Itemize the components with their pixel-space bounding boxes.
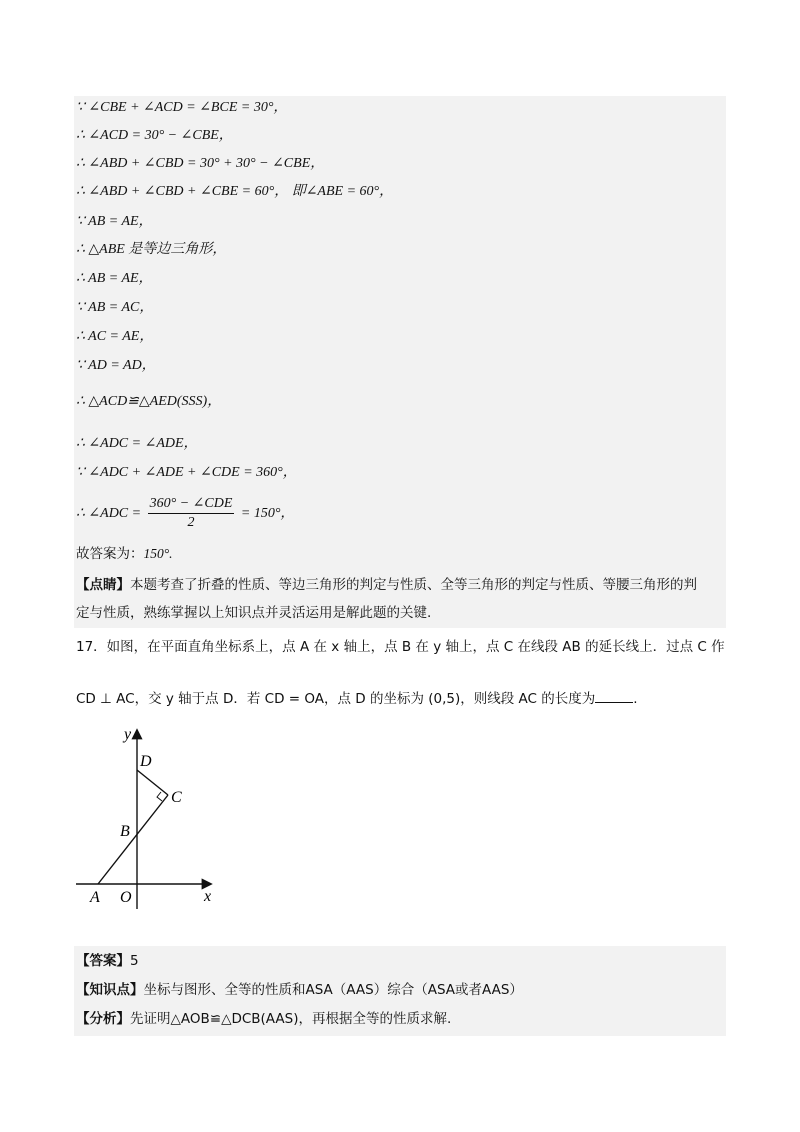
knowledge-point-line [76,980,523,1000]
solution-line-10: ∵ AD = AD， [76,358,156,373]
question-17-line-1: 17．如图，在平面直角坐标系上，点 A 在 x 轴上，点 B 在 y 轴上，点 C 在线段 AB 的延长线上．过点 C 作 [76,639,725,655]
fraction [148,495,235,532]
solution-line-4: ∴ ∠ABD + ∠CBD + ∠CBE = 60°， 即∠ABE = 60°， [76,184,394,199]
knowledge-point-text: 坐标与图形、全等的性质和ASA（AAS）综合（ASA或者AAS） [143,982,523,998]
answer-label: 故答案为： [76,546,144,562]
fraction-prefix: ∴ ∠ADC = [76,506,142,521]
solution-line-7: ∴ AB = AE， [76,271,153,286]
answer-blank[interactable] [595,688,633,703]
answer-tag: 【答案】 [76,953,130,969]
comment-line-2: 定与性质，熟练掌握以上知识点并灵活运用是解此题的关键. [76,605,432,621]
label-B: B [120,823,130,840]
coordinate-figure [70,725,230,915]
question-17-line-2 [76,688,638,709]
question-17-text: CD ⊥ AC，交 y 轴于点 D．若 CD = OA，点 D 的坐标为 (0,5)，则线段 AC 的长度为 [76,691,596,707]
analysis-tag: 【分析】 [76,1011,130,1027]
solution-line-3: ∴ ∠ABD + ∠CBD = 30° + 30° − ∠CBE， [76,156,325,171]
solution-line-2: ∴ ∠ACD = 30° − ∠CBE， [76,128,233,143]
fraction-line [76,494,294,534]
solution-line-13: ∵ ∠ADC + ∠ADE + ∠CDE = 360°， [76,465,297,480]
analysis-text: 先证明△AOB≌△DCB(AAS)，再根据全等的性质求解. [130,1011,452,1027]
question-17-end: . [633,691,638,707]
fraction-suffix: = 150°， [240,506,295,521]
label-A: A [90,889,100,906]
solution-line-1: ∵ ∠CBE + ∠ACD = ∠BCE = 30°， [76,100,288,115]
label-C: C [171,789,182,806]
solution-line-9: ∴ AC = AE， [76,329,154,344]
answer-tag-value: 5 [130,953,139,969]
solution-line-11: ∴ △ACD≌△AED(SSS)， [76,394,222,409]
comment-text-1: 本题考查了折叠的性质、等边三角形的判定与性质、全等三角形的判定与性质、等腰三角形的判 [130,577,697,593]
label-y: y [124,726,132,743]
solution-line-5: ∵ AB = AE， [76,214,153,229]
right-angle-mark [157,792,162,801]
comment-tag: 【点睛】 [76,577,130,593]
fraction-denominator: 2 [187,515,195,531]
analysis-line [76,1009,451,1029]
label-x: x [204,888,212,905]
fraction-numerator: 360° − ∠CDE [148,495,235,514]
answer-tag-line [76,951,139,971]
answer-value: 150°. [143,546,173,561]
answer-line [76,544,173,564]
knowledge-point-tag: 【知识点】 [76,982,144,998]
solution-line-8: ∵ AB = AC， [76,300,154,315]
label-D: D [140,753,152,770]
solution-line-6: ∴ △ABE 是等边三角形， [76,242,227,257]
label-O: O [120,889,132,906]
segment-AC [98,795,168,884]
solution-line-12: ∴ ∠ADC = ∠ADE， [76,436,198,451]
comment-line-1 [76,575,697,595]
segment-DC [137,770,168,795]
